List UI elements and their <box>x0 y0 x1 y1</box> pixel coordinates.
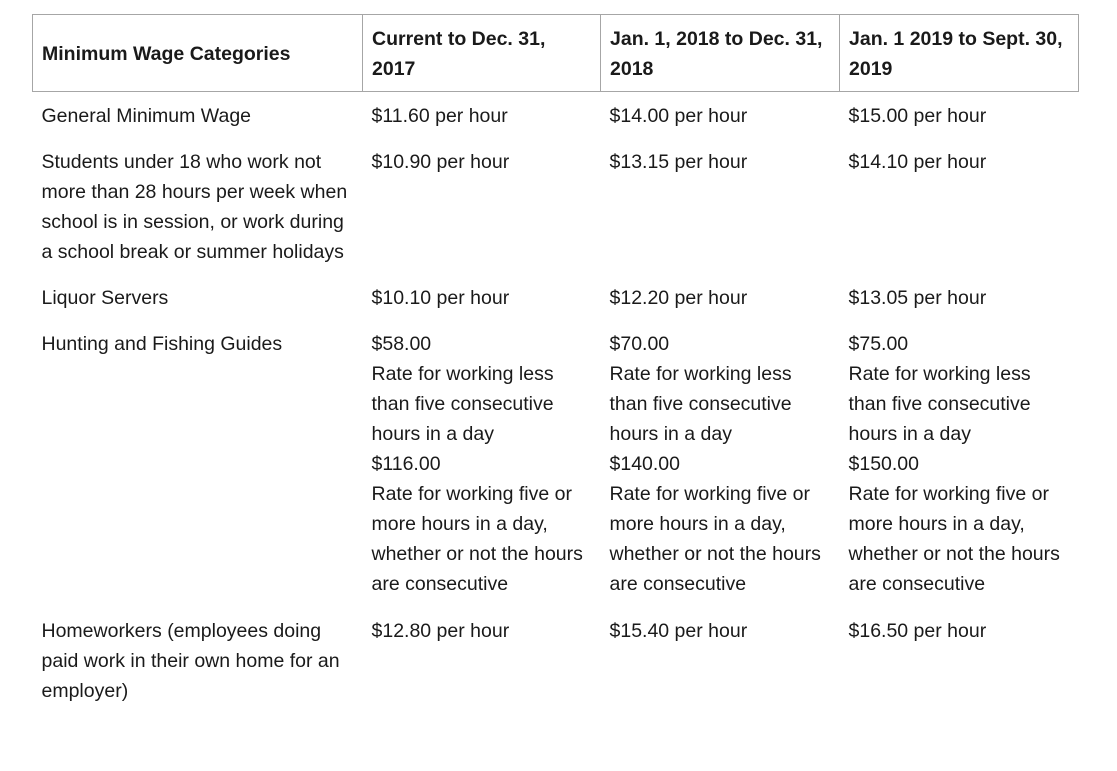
header-current-to-2017: Current to Dec. 31, 2017 <box>363 15 601 92</box>
short-rate-value: $75.00 <box>848 333 909 355</box>
rate-cell: $10.90 per hour <box>371 151 510 173</box>
rate-cell: $11.60 per hour <box>371 105 508 127</box>
category-cell: Students under 18 who work not more than 28 hours per week when school is in session, or work during a school break or summer holidays <box>41 151 348 263</box>
rate-cell: $16.50 per hour <box>848 620 987 642</box>
long-rate-description: Rate for working five or more hours in a day, whether or not the hours are consecutive <box>609 483 821 595</box>
rate-cell: $14.10 per hour <box>848 151 987 173</box>
minimum-wage-table <box>32 14 1079 706</box>
table-body <box>33 92 1079 707</box>
long-rate-description: Rate for working five or more hours in a day, whether or not the hours are consecutive <box>848 483 1060 595</box>
rate-cell: $13.15 per hour <box>609 151 748 173</box>
short-rate-description: Rate for working less than five consecutive hours in a day <box>609 363 792 445</box>
rate-cell <box>601 320 840 607</box>
short-rate-description: Rate for working less than five consecutive hours in a day <box>371 363 554 445</box>
table-row <box>33 320 1079 607</box>
short-rate-value: $70.00 <box>609 333 670 355</box>
short-rate-description: Rate for working less than five consecutive hours in a day <box>848 363 1031 445</box>
category-cell: Liquor Servers <box>41 287 169 309</box>
header-row <box>33 15 1079 92</box>
long-rate-value: $150.00 <box>848 453 919 475</box>
table-row <box>33 92 1079 139</box>
category-cell: General Minimum Wage <box>41 105 252 127</box>
table-row <box>33 138 1079 274</box>
category-cell: Homeworkers (employees doing paid work in their own home for an employer) <box>41 620 340 702</box>
category-cell: Hunting and Fishing Guides <box>41 333 283 355</box>
table-header <box>33 15 1079 92</box>
short-rate-value: $58.00 <box>371 333 432 355</box>
table-row <box>33 607 1079 706</box>
long-rate-value: $116.00 <box>371 453 441 475</box>
table-row <box>33 274 1079 320</box>
rate-cell <box>363 320 601 607</box>
long-rate-value: $140.00 <box>609 453 680 475</box>
rate-cell: $12.20 per hour <box>609 287 748 309</box>
rate-cell <box>840 320 1079 607</box>
header-2018: Jan. 1, 2018 to Dec. 31, 2018 <box>601 15 840 92</box>
rate-cell: $12.80 per hour <box>371 620 510 642</box>
header-2019: Jan. 1 2019 to Sept. 30, 2019 <box>840 15 1079 92</box>
rate-cell: $15.40 per hour <box>609 620 748 642</box>
rate-cell: $13.05 per hour <box>848 287 987 309</box>
rate-cell: $14.00 per hour <box>609 105 748 127</box>
rate-cell: $15.00 per hour <box>848 105 987 127</box>
long-rate-description: Rate for working five or more hours in a day, whether or not the hours are consecutive <box>371 483 583 595</box>
header-categories: Minimum Wage Categories <box>33 15 363 92</box>
rate-cell: $10.10 per hour <box>371 287 510 309</box>
